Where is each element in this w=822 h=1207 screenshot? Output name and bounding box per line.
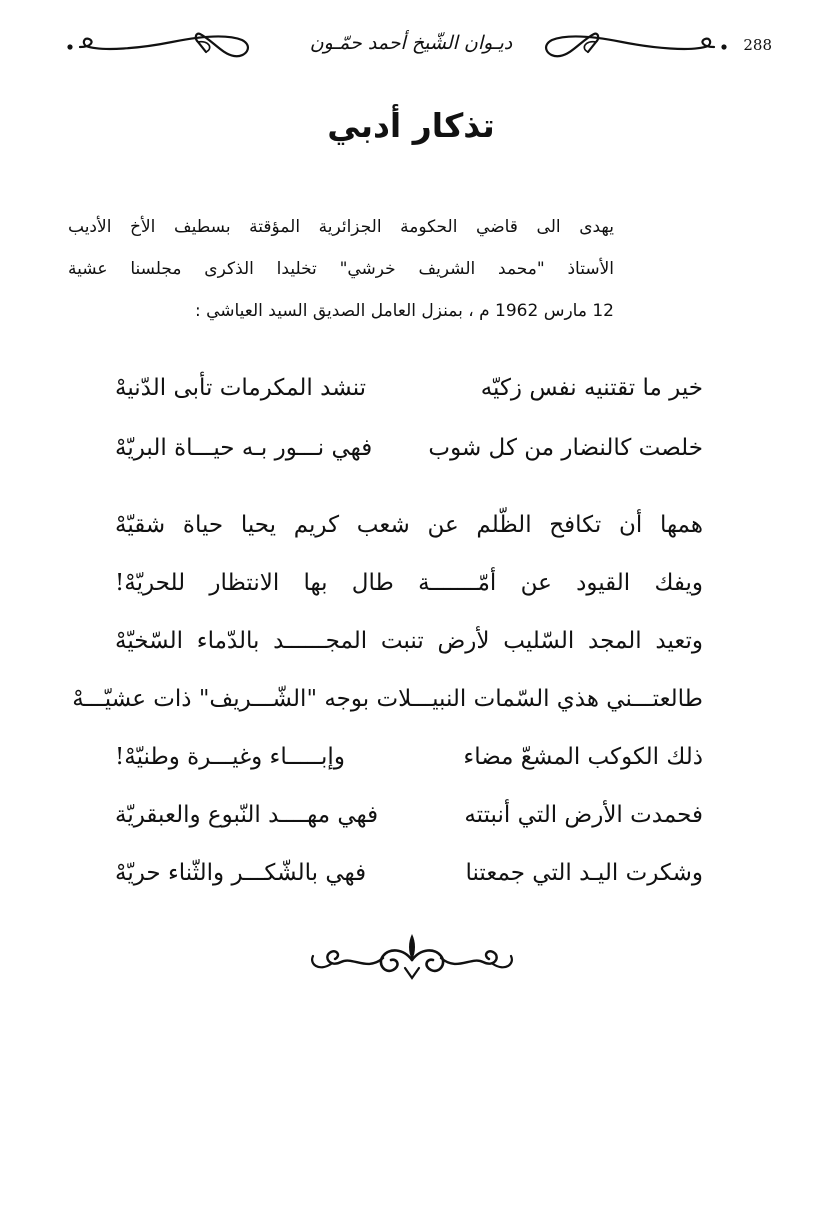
verse-full-line: طالعتـــني هذي السّمات النبيـــلات بوجه "الشّـــريف" ذات عشيّـــهْ xyxy=(72,686,703,712)
dedication-line: الأستاذ "محمد الشريف خرشي" تخليدا الذكرى مجلسنا عشية xyxy=(68,259,614,279)
running-title: ديـوان الشّيخ أحمد حمّـون xyxy=(309,32,513,54)
verse-full-line: همها أن تكافح الظّلم عن شعب كريم يحيا حياة شقيّهْ xyxy=(115,512,703,538)
stanza-two xyxy=(72,496,703,902)
stanza-one xyxy=(115,358,703,478)
verse-line xyxy=(115,358,703,418)
dedication-line: يهدى الى قاضي الحكومة الجزائرية المؤقتة بسطيف الأخ الأديب xyxy=(68,217,614,237)
page-number: 288 xyxy=(743,36,772,54)
verse-line xyxy=(115,786,703,844)
page-header xyxy=(50,22,772,74)
header-ornament-left-icon xyxy=(62,22,252,74)
verse-line xyxy=(115,844,703,902)
verse-full-line: ويفك القيود عن أمّـــــــة طال بها الانتظار للحريّهْ! xyxy=(115,570,703,596)
verse-first-hemistich: خير ما تقتنيه نفس زكيّه xyxy=(480,375,703,401)
poem-title: تذكار أدبي xyxy=(327,106,495,145)
verse-second-hemistich: فهي بالشّكـــر والثّناء حريّهْ xyxy=(115,860,367,886)
verse-full-line: وتعيد المجد السّليب لأرض تنبت المجــــــد بالدّماء السّخيّهْ xyxy=(115,628,703,654)
verse-line xyxy=(115,418,703,478)
verse-second-hemistich: وإبـــــاء وغيـــرة وطنيّهْ! xyxy=(115,744,345,770)
dedication-line: 12 مارس 1962 م ، بمنزل العامل الصديق السيد العياشي : xyxy=(194,301,614,321)
closing-ornament-icon xyxy=(305,928,519,984)
verse-second-hemistich: فهي مهــــد النّبوع والعبقريّة xyxy=(115,802,379,828)
verse-first-hemistich: وشكرت اليـد التي جمعتنا xyxy=(465,860,703,886)
verse-second-hemistich: تنشد المكرمات تأبى الدّنيهْ xyxy=(115,375,367,401)
verse-first-hemistich: خلصت كالنضار من كل شوب xyxy=(428,435,703,461)
verse-line xyxy=(115,728,703,786)
dedication-paragraph xyxy=(68,206,614,332)
verse-first-hemistich: ذلك الكوكب المشعّ مضاء xyxy=(463,744,703,770)
verse-second-hemistich: فهي نـــور بـه حيـــاة البريّهْ xyxy=(115,435,373,461)
verse-first-hemistich: فحمدت الأرض التي أنبتته xyxy=(464,802,703,828)
